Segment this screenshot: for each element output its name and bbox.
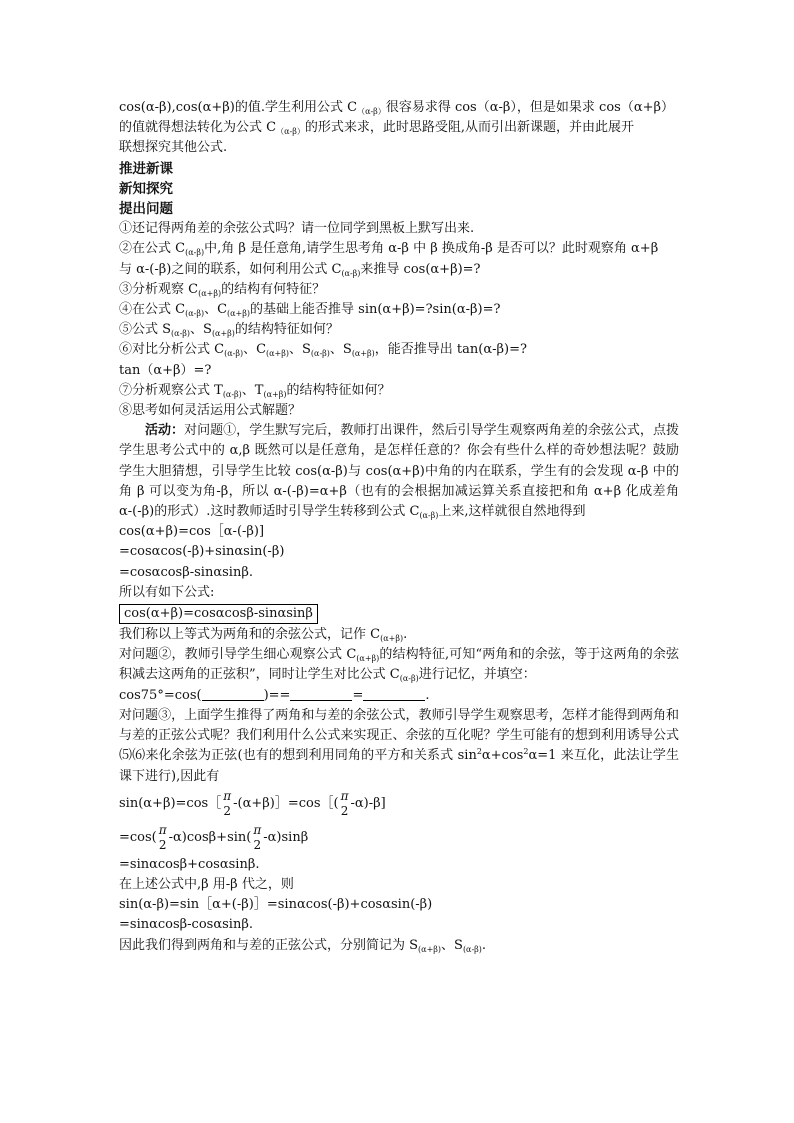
boxed-formula: cos(α+β)=cosαcosβ-sinαsinβ: [119, 604, 318, 624]
boxed-formula-line: [119, 603, 679, 625]
text: 的结构特征,可知“两角和的余弦，等于这两角的余弦积减去这两角的正弦积”，同时让学生对比公式 C: [119, 647, 679, 683]
document-page: [119, 98, 679, 956]
equation-line: sin(α-β)=sin［α+(-β)］=sinαcos(-β)+cosαsin(-β): [119, 897, 433, 913]
text: 的结构有何特征？: [221, 281, 326, 297]
text: ④在公式 C: [119, 302, 186, 318]
equation-line: =sinαcosβ+cosαsinβ.: [119, 856, 260, 872]
text: 上来,这样就很自然地得到: [438, 504, 586, 520]
question-6: [119, 340, 679, 360]
text-line: 所以有如下公式:: [119, 584, 215, 600]
subscript: (α+β): [266, 349, 290, 359]
superscript: 2: [523, 747, 529, 757]
question-6-cont: tan（α+β）=?: [119, 362, 212, 378]
text: =cos(: [119, 829, 157, 845]
subscript: (α-β): [171, 329, 191, 339]
paragraph-3: [119, 706, 679, 787]
text: 、T: [241, 382, 264, 398]
subscript: (α-β): [185, 248, 205, 258]
blank-1[interactable]: [202, 686, 264, 701]
numerator: π: [223, 788, 232, 803]
question-3: [119, 280, 679, 300]
text: .: [403, 627, 408, 643]
superscript: 2: [476, 747, 482, 757]
subscript: (α-β): [462, 944, 482, 954]
subscript: (α-β): [224, 349, 244, 359]
blank-2[interactable]: [290, 686, 352, 701]
text: 中,角 β 是任意角,请学生思考角 α-β 中 β 换成角-β 是否可以？此时观察角 α+β: [204, 241, 659, 257]
equation-line: =cosαcosβ-sinαsinβ.: [119, 564, 253, 580]
text: cos(α-β),cos(α+β)的值.学生利用公式 C: [119, 100, 358, 115]
question-5: [119, 320, 679, 340]
text: sin(α+β)=cos［: [119, 795, 222, 811]
text: 与 α-(-β)之间的联系，如何利用公式 C: [119, 261, 342, 277]
subscript: (α+β): [198, 288, 222, 298]
subscript: （α-β）: [276, 127, 305, 137]
text: α+cos: [481, 748, 524, 764]
denominator: 2: [340, 803, 349, 818]
text: 的形式来求，此时思路受阻,从而引出新课题，并由此展开: [304, 120, 634, 136]
text: 、S: [289, 342, 311, 358]
subscript: (α-β): [399, 674, 419, 684]
text-line: [119, 936, 679, 956]
denominator: 2: [253, 837, 262, 852]
text: )==: [263, 687, 291, 703]
numerator: π: [253, 822, 262, 837]
text: -α)sinβ: [263, 829, 309, 845]
section-heading: 新知探究: [119, 180, 173, 197]
text: ⑥对比分析公式 C: [119, 342, 225, 358]
paragraph-2: [119, 645, 679, 685]
text: 对问题③，上面学生推得了两角和与差的余弦公式，教师引导学生观察思考，怎样才能得到两角和与差的正弦公式呢？我们利用什么公式来实现正、余弦的互化呢？学生可能有的想到利用诱导公式⑸⑹来化余弦为正弦(也有的想到利用同角的平方和关系式 sin: [119, 707, 679, 764]
text: 的结构特征如何？: [234, 322, 339, 338]
question-2: [119, 239, 679, 259]
subscript: (α+β): [351, 349, 375, 359]
text: -α)-β]: [350, 795, 386, 811]
equation-line: =sinαcosβ-cosαsinβ.: [119, 917, 253, 933]
fill-in-line: [119, 686, 679, 706]
text: 来推导 cos(α+β)=?: [360, 261, 481, 277]
text: ，能否推导出 tan(α-β)=?: [374, 342, 527, 358]
text-line: [119, 98, 679, 118]
fraction: [223, 789, 231, 819]
text: ⑦分析观察公式 T: [119, 382, 223, 398]
text: ③分析观察 C: [119, 281, 199, 297]
subscript: （α-β）: [357, 107, 386, 116]
text: 我们称以上等式为两角和的余弦公式，记作 C: [119, 627, 381, 643]
numerator: π: [158, 822, 167, 837]
numerator: π: [340, 788, 349, 803]
section-heading: 提出问题: [119, 201, 173, 218]
text: 的值就得想法转化为公式 C: [119, 120, 277, 136]
text: =: [352, 687, 364, 703]
subscript: (α-β): [222, 389, 242, 399]
text: α=1 来互化，此法让学生课下进行),因此有: [119, 748, 679, 784]
question-2-cont: [119, 260, 679, 280]
subscript: (α+β): [380, 634, 404, 644]
text: 对问题①，学生默写完后，教师打出课件，然后引导学生观察两角差的余弦公式，点拨学生思考公式中的 α,β 既然可以是任意角，是怎样任意的？你会有些什么样的奇妙想法呢？鼓励学生大胆猜想，引导学生比较 cos(α-β)与 cos(α+β)中角的内在联系，学生有的会发现 α-β 中的角 β 可以变为角-β，所以 α-(-β)=α+β（也有的会根据加减运算关系直接把和角 α+β 化成差角 α-(-β)的形式）.这时教师适时引导学生转移到公式 C: [119, 423, 679, 520]
text: 、C: [243, 342, 267, 358]
equation-line: cos(α+β)=cos［α-(-β)]: [119, 524, 265, 540]
equation-line: [119, 787, 679, 821]
text: -(α+β)］=cos［(: [233, 795, 339, 811]
activity-label: 活动：: [145, 423, 185, 439]
text-line: [119, 118, 679, 138]
text: 、S: [190, 322, 212, 338]
fraction: [253, 823, 261, 853]
subscript: (α+β): [227, 309, 251, 319]
question-8: ⑧思考如何灵活运用公式解题？: [119, 403, 302, 419]
text: ⑤公式 S: [119, 322, 172, 338]
subscript: (α-β): [419, 511, 439, 521]
subscript: (α-β): [185, 309, 205, 319]
text: 进行记忆，并填空：: [418, 667, 536, 683]
text-line: [119, 625, 679, 645]
fraction: [341, 789, 349, 819]
subscript: (α-β): [310, 349, 330, 359]
question-4: [119, 300, 679, 320]
blank-3[interactable]: [363, 686, 425, 701]
text: cos75°=cos(: [119, 687, 202, 703]
subscript: (α+β): [418, 944, 442, 954]
text-line: 联想探究其他公式.: [119, 140, 228, 156]
text: 、S: [441, 937, 463, 953]
fraction: [159, 823, 167, 853]
text: ②在公式 C: [119, 241, 186, 257]
denominator: 2: [223, 803, 231, 818]
text: 、C: [204, 302, 228, 318]
subscript: (α+β): [211, 329, 235, 339]
text: 、S: [329, 342, 352, 358]
activity-paragraph: [119, 421, 679, 522]
question-7: [119, 381, 679, 401]
subscript: (α+β): [263, 389, 287, 399]
text: 的结构特征如何？: [286, 382, 391, 398]
equation-line: =cosαcos(-β)+sinαsin(-β): [119, 544, 285, 560]
text: .: [425, 687, 430, 703]
text: 很容易求得 cos（α-β），但是如果求 cos（α+β）: [385, 100, 675, 115]
text: 因此我们得到两角和与差的正弦公式，分别简记为 S: [119, 937, 419, 953]
section-heading: 推进新课: [119, 160, 173, 177]
equation-line: [119, 821, 679, 855]
subscript: (α+β): [356, 654, 380, 664]
text: -α)cosβ+sin(: [168, 829, 252, 845]
text: .: [481, 937, 487, 953]
subscript: (α-β): [341, 268, 361, 278]
text: 对问题②，教师引导学生细心观察公式 C: [119, 647, 357, 663]
text: 的基础上能否推导 sin(α+β)=?sin(α-β)=?: [250, 302, 501, 318]
text-line: 在上述公式中,β 用-β 代之，则: [119, 876, 294, 892]
question-1: ①还记得两角差的余弦公式吗？请一位同学到黑板上默写出来.: [119, 221, 475, 237]
denominator: 2: [158, 837, 167, 852]
